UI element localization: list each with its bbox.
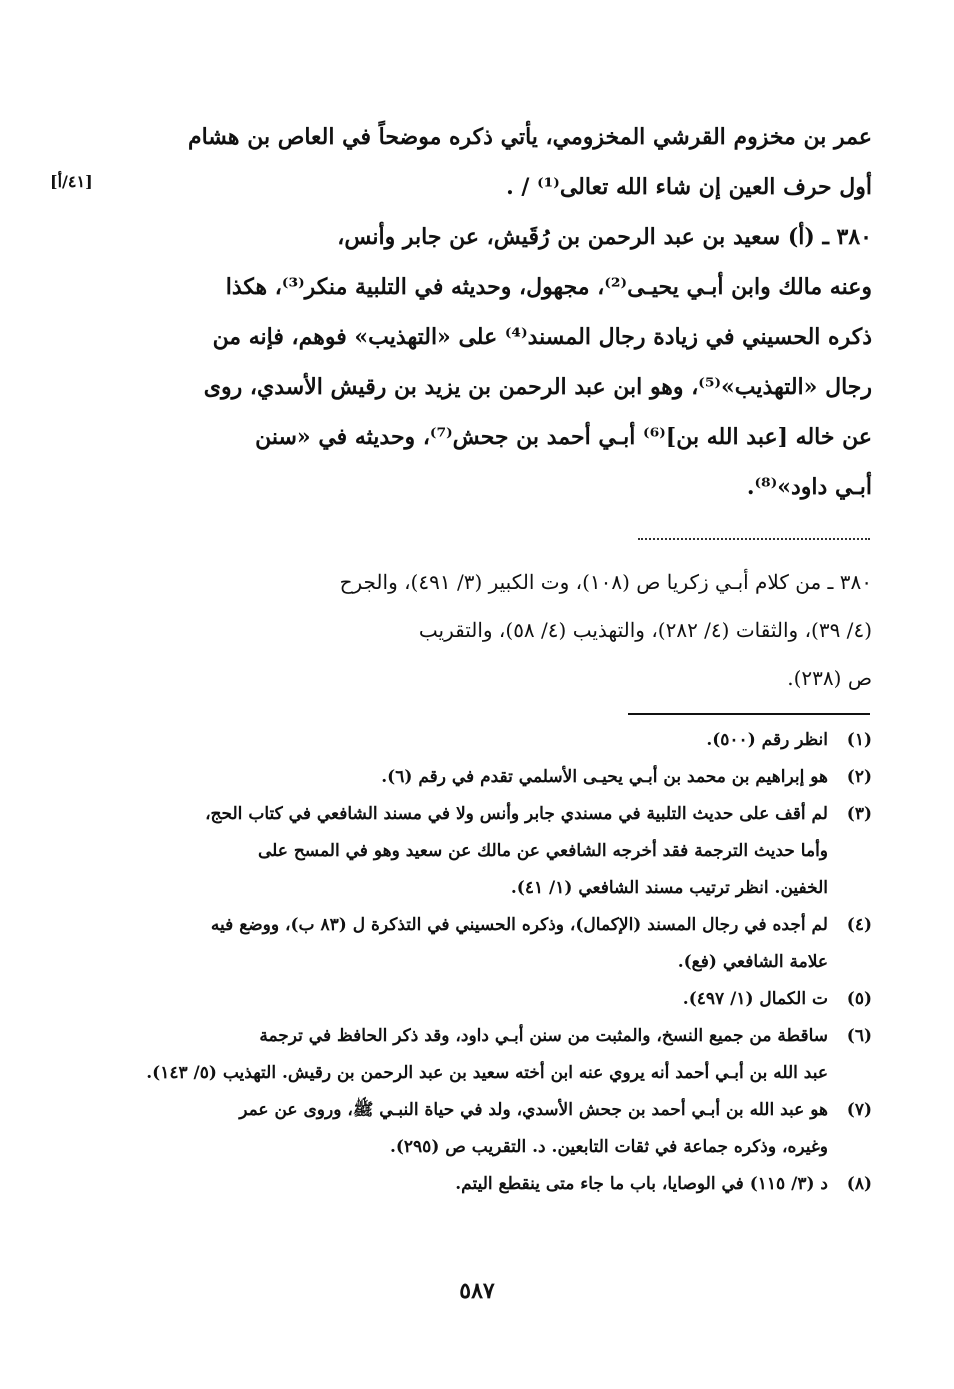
main-line: أول حرف العين إن شاء الله تعالى⁽¹⁾ / .	[506, 174, 872, 200]
footnote	[118, 1166, 872, 1203]
takhrij-line: (٤/ ٣٩)، والثقات (٤/ ٢٨٢)، والتهذيب (٤/ ٥٨)، والتقريب	[418, 618, 872, 642]
footnote-line: وغيره، وذكره جماعة في ثقات التابعين. د. التقريب ص (٢٩٥).	[389, 1137, 828, 1157]
footnote-line: ت الكمال (١/ ٤٩٧).	[682, 989, 828, 1009]
footnote-line: الخفين. انظر ترتيب مسند الشافعي (١/ ٤١).	[510, 878, 828, 898]
page-number: ٥٨٧	[459, 1278, 495, 1304]
footnote-line: لم أجده في رجال المسند (الإكمال)، وذكره الحسيني في التذكرة ل (٨٣ ب)، ووضع فيه	[210, 915, 828, 935]
footnote-number: (٦)	[846, 1026, 872, 1046]
footnote-number: (٢)	[846, 767, 872, 787]
footnote-line: ساقطة من جميع النسخ، والمثبت من سنن أبـي داود، وقد ذكر الحافظ في ترجمة	[259, 1026, 828, 1046]
footnote-line: هو إبراهيم بن محمد بن أبـي يحيـى الأسلمي تقدم في رقم (٦).	[381, 767, 828, 787]
footnote-line: وأما حديث الترجمة فقد أخرجه الشافعي عن مالك عن سعيد وهو في المسح على	[257, 841, 828, 861]
main-line: عمر بن مخزوم القرشي المخزومي، يأتي ذكره موضحاً في العاص بن هشام	[187, 124, 872, 150]
footnotes	[118, 722, 872, 1203]
main-line: ذكره الحسيني في زيادة رجال المسند⁽⁴⁾ على «التهذيب» فوهم، فإنه من	[212, 324, 872, 350]
main-line: أبـي داود»⁽⁸⁾.	[746, 474, 872, 500]
takhrij-line: ٣٨٠ ـ من كلام أبـي زكريا ص (١٠٨)، وت الكبير (٣/ ٤٩١)، والجرح	[339, 570, 872, 594]
footnote-line: انظر رقم (٥٠٠).	[706, 730, 828, 750]
main-line: وعنه مالك وابن أبـي يحيـى⁽²⁾، مجهول، وحديثه في التلبية منكر⁽³⁾، هكذا	[225, 274, 872, 300]
section-dotted-separator	[638, 538, 870, 540]
footnote-line: هو عبد الله بن أبـي أحمد بن جحش الأسدي، ولد في حياة النبـي ﷺ، وروى عن عمر	[239, 1100, 828, 1120]
footnote	[118, 1092, 872, 1166]
footnote	[118, 1018, 872, 1092]
footnote-number: (٨)	[846, 1174, 872, 1194]
footnote-rule	[628, 713, 870, 715]
footnote-number: (٥)	[846, 989, 872, 1009]
footnote	[118, 907, 872, 981]
takhrij-section	[118, 558, 872, 702]
footnote-number: (٣)	[846, 804, 872, 824]
footnote-number: (١)	[846, 730, 872, 750]
main-line: رجال «التهذيب»⁽⁵⁾، وهو ابن عبد الرحمن بن يزيد بن رقيش الأسدي، روى	[203, 374, 872, 400]
footnote-line: عبد الله بن أبـي أحمد أنه يروي عنه ابن أخته سعيد بن عبد الرحمن بن رقيش. التهذيب (٥/ ١٤٣).	[146, 1063, 828, 1083]
footnote-line: لم أقف على حديث التلبية في مسندي جابر وأنس ولا في مسند الشافعي في كتاب الحج،	[205, 804, 828, 824]
footnote-number: (٤)	[846, 915, 872, 935]
footnote-number: (٧)	[846, 1100, 872, 1120]
main-line: عن خاله [عبد الله بن]⁽⁶⁾ أبـي أحمد بن جحش⁽⁷⁾، وحديثه في «سنن	[255, 424, 872, 450]
footnote	[118, 796, 872, 907]
footnote	[118, 981, 872, 1018]
takhrij-line: ص (٢٣٨).	[787, 666, 872, 690]
footnote-line: علامة الشافعي (فع).	[677, 952, 828, 972]
main-text	[118, 112, 872, 512]
footnote-line: د (٣/ ١١٥) في الوصايا، باب ما جاء متى ينقطع اليتم.	[455, 1174, 828, 1194]
footnote	[118, 759, 872, 796]
footnote	[118, 722, 872, 759]
manuscript-folio-ref: [٤١/أ]	[50, 172, 93, 191]
main-line: ٣٨٠ ـ (أ) سعيد بن عبد الرحمن بن رُقَيش، عن جابر وأنس،	[337, 224, 872, 250]
